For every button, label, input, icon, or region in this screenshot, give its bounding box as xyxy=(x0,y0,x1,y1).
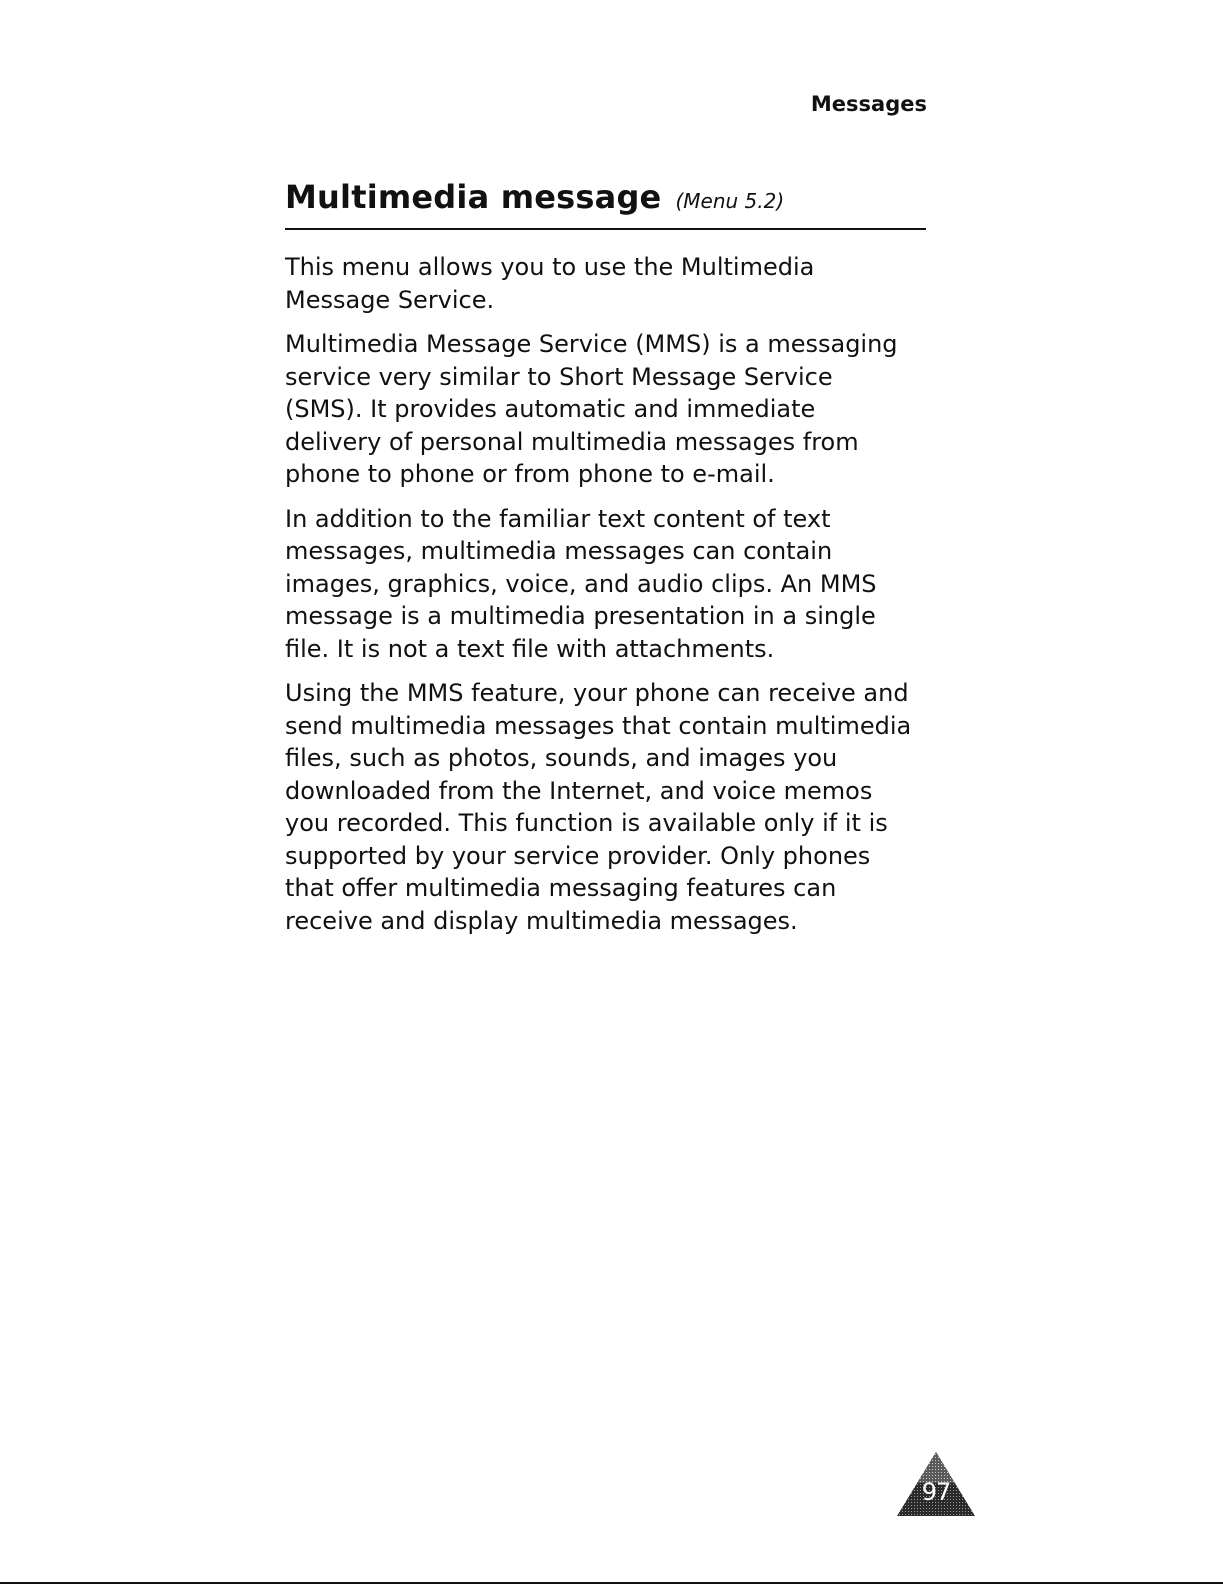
page-title-text: Multimedia message xyxy=(285,178,662,216)
page-number: 97 xyxy=(921,1478,951,1506)
section-header: Messages xyxy=(810,92,927,116)
paragraph: In addition to the familiar text content of text messages, multimedia messages can contain images, graphics, voice, and audio clips. An MMS message is a multimedia presentation in a single file. It is not a text file with attachments. xyxy=(285,504,877,663)
paragraph: Multimedia Message Service (MMS) is a messaging service very similar to Short Message Service (SMS). It provides automatic and immediate delivery of personal multimedia messages from phone to phone or from phone to e-mail. xyxy=(285,330,898,488)
menu-reference: (Menu 5.2) xyxy=(675,189,785,213)
paragraph: Using the MMS feature, your phone can receive and send multimedia messages that contain multimedia files, such as photos, sounds, and images you downloaded from the Internet, and voice memos you recorded. This function is available only if it is supported by your service provider. Only phones that offer multimedia messaging features can receive and display multimedia messages. xyxy=(285,679,912,935)
body-text xyxy=(285,251,945,949)
page-badge xyxy=(895,1450,977,1520)
page-title xyxy=(285,178,926,230)
paragraph: This menu allows you to use the Multimedia Message Service. xyxy=(285,253,815,314)
